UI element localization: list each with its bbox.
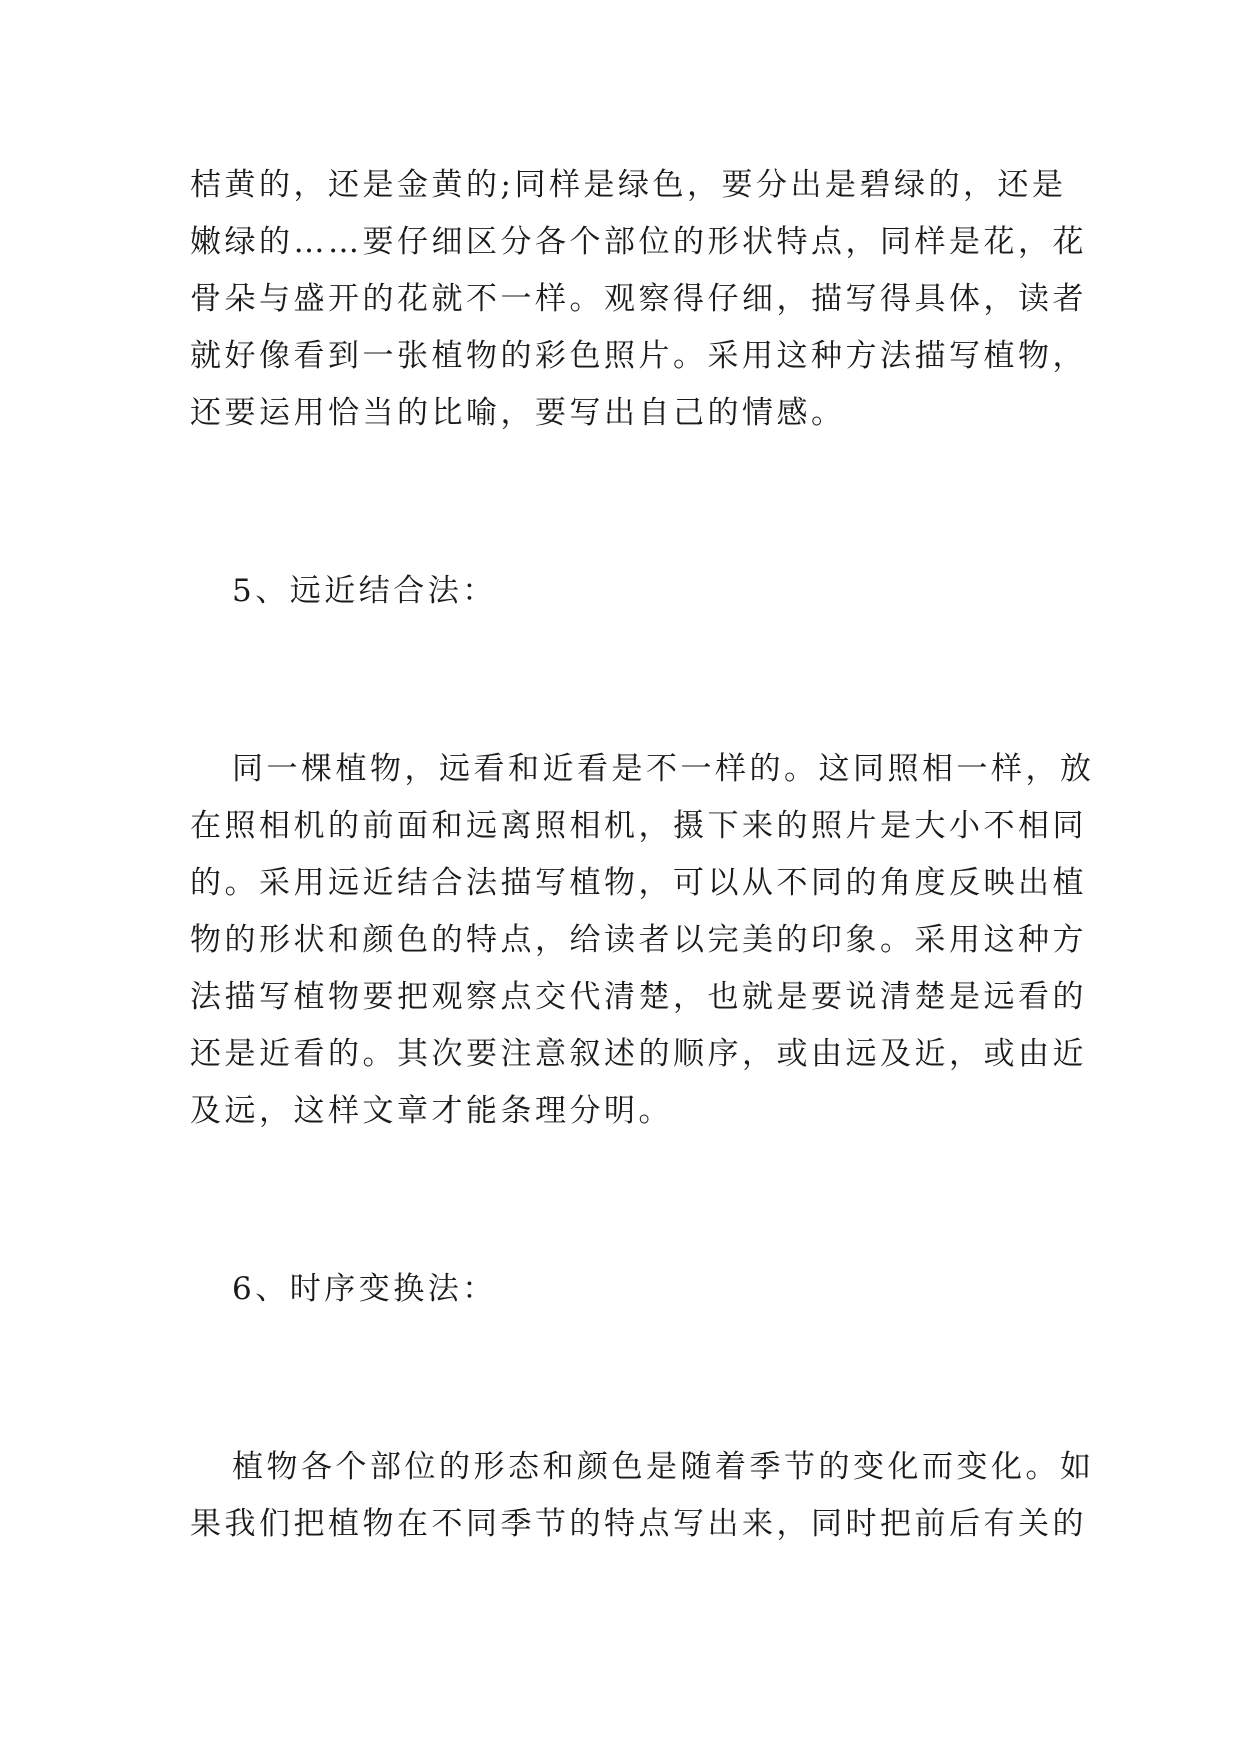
paragraph-2-line-3: 的。采用远近结合法描写植物，可以从不同的角度反映出植 (190, 865, 1087, 901)
section-heading-6: 6、时序变换法： (232, 1271, 497, 1307)
paragraph-2-line-5: 法描写植物要把观察点交代清楚，也就是要说清楚是远看的 (190, 979, 1087, 1015)
paragraph-1-line-2: 嫩绿的……要仔细区分各个部位的形状特点，同样是花，花 (190, 224, 1087, 260)
paragraph-1-line-1: 桔黄的，还是金黄的;同样是绿色，要分出是碧绿的，还是 (190, 167, 1067, 203)
paragraph-3-line-1: 植物各个部位的形态和颜色是随着季节的变化而变化。如 (232, 1449, 1095, 1485)
paragraph-2-line-6: 还是近看的。其次要注意叙述的顺序，或由远及近，或由近 (190, 1036, 1087, 1072)
paragraph-1-line-5: 还要运用恰当的比喻，要写出自己的情感。 (190, 395, 846, 431)
paragraph-2-line-1: 同一棵植物，远看和近看是不一样的。这同照相一样，放 (232, 751, 1095, 787)
paragraph-2-line-7: 及远，这样文章才能条理分明。 (190, 1093, 673, 1129)
section-heading-5: 5、远近结合法： (232, 573, 497, 609)
paragraph-2-line-2: 在照相机的前面和远离照相机，摄下来的照片是大小不相同 (190, 808, 1087, 844)
paragraph-2-line-4: 物的形状和颜色的特点，给读者以完美的印象。采用这种方 (190, 922, 1087, 958)
paragraph-1-line-4: 就好像看到一张植物的彩色照片。采用这种方法描写植物， (190, 338, 1087, 374)
paragraph-3-line-2: 果我们把植物在不同季节的特点写出来，同时把前后有关的 (190, 1506, 1087, 1542)
paragraph-1-line-3: 骨朵与盛开的花就不一样。观察得仔细，描写得具体，读者 (190, 281, 1087, 317)
